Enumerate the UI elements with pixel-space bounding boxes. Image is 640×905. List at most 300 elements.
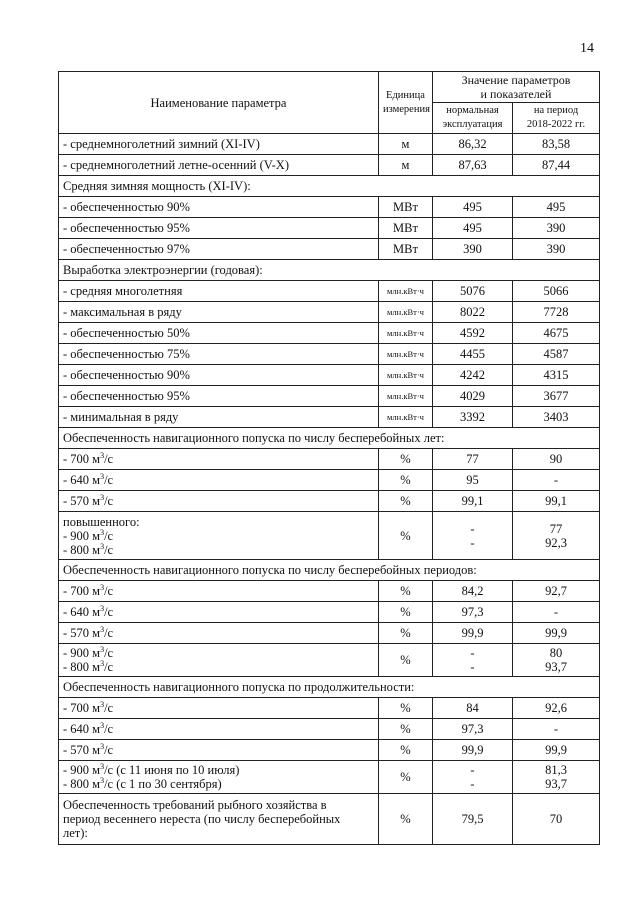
parameter-name-cell [59, 719, 379, 740]
period-value-cell [513, 512, 600, 560]
table-row [59, 602, 600, 623]
unit: % [400, 743, 411, 757]
unit-cell [379, 323, 433, 344]
period-value-cell [513, 602, 600, 623]
period-value-cell [513, 197, 600, 218]
normal-value: 95 [466, 473, 479, 487]
parameter-name: повышенного: [63, 514, 140, 529]
parameter-name: - обеспеченностью 95% [63, 389, 190, 403]
period-value: 99,9 [545, 626, 567, 640]
normal-value: 84 [466, 701, 479, 715]
table-row [59, 218, 600, 239]
table-row [59, 698, 600, 719]
period-value: 81,3 [545, 763, 567, 777]
parameter-name-cell [59, 491, 379, 512]
table-row [59, 761, 600, 794]
table-row [59, 719, 600, 740]
parameter-name-cell [59, 449, 379, 470]
parameter-name-cell [59, 155, 379, 176]
parameter-name: - минимальная в ряду [63, 410, 179, 424]
period-value: 7728 [543, 305, 569, 319]
table-row [59, 581, 600, 602]
parameter-line [63, 515, 374, 529]
parameter-name: - максимальная в ряду [63, 305, 182, 319]
section-title: Выработка электроэнергии (годовая): [63, 263, 263, 277]
header-unit-line1: Единица [386, 89, 425, 101]
parameter-name-cell [59, 218, 379, 239]
parameter-name: - 640 м [63, 722, 101, 736]
parameter-name-tail: /с [104, 473, 114, 487]
parameter-line [63, 763, 374, 777]
unit-cell [379, 302, 433, 323]
period-value: 495 [546, 200, 566, 214]
period-value: 92,3 [545, 535, 567, 550]
header-row [59, 72, 600, 103]
parameter-name: - 900 м [63, 528, 101, 543]
parameter-name-cell [59, 581, 379, 602]
parameter-name-cell [59, 794, 379, 845]
unit-cell [379, 602, 433, 623]
section-row [59, 560, 600, 581]
unit: % [400, 653, 411, 667]
normal-value-cell [433, 239, 513, 260]
table-row [59, 386, 600, 407]
unit-cell [379, 623, 433, 644]
parameter-name-tail: /с [104, 701, 114, 715]
parameter-name-tail: /с [104, 528, 114, 543]
unit: млн.кВт·ч [387, 370, 424, 380]
unit-cell [379, 197, 433, 218]
superscript: 3 [100, 603, 105, 613]
unit: м [401, 158, 410, 172]
normal-value-cell [433, 365, 513, 386]
normal-value: 4242 [460, 368, 485, 382]
superscript: 3 [100, 582, 105, 592]
table-row [59, 470, 600, 491]
parameter-name-cell [59, 470, 379, 491]
unit-cell [379, 281, 433, 302]
superscript: 3 [100, 720, 105, 730]
table-row [59, 323, 600, 344]
parameter-name-tail: /с [104, 626, 114, 640]
table-row [59, 407, 600, 428]
parameter-name-tail: /с (с 1 по 30 сентября) [104, 777, 222, 791]
section-title-cell [59, 560, 600, 581]
table-row [59, 302, 600, 323]
unit: % [400, 626, 411, 640]
normal-value-cell [433, 623, 513, 644]
normal-value-cell [433, 761, 513, 794]
unit-cell [379, 365, 433, 386]
period-value: 4587 [543, 347, 569, 361]
table-row [59, 794, 600, 845]
parameter-name-tail: /с [104, 605, 114, 619]
normal-value: - [470, 535, 475, 550]
table-row [59, 155, 600, 176]
normal-value-cell [433, 134, 513, 155]
period-value-cell [513, 794, 600, 845]
period-value-cell [513, 644, 600, 677]
parameter-name-tail: /с (с 11 июня по 10 июля) [104, 763, 240, 777]
period-value: 80 [549, 646, 563, 660]
superscript: 3 [100, 492, 105, 502]
header-values-line2: и показателей [480, 87, 552, 101]
table-row [59, 740, 600, 761]
superscript: 3 [100, 761, 105, 771]
parameter-name-tail: /с [104, 660, 114, 674]
normal-value-cell [433, 512, 513, 560]
parameter-name-cell [59, 239, 379, 260]
normal-value: 99,1 [461, 494, 484, 508]
period-value: 83,58 [541, 137, 571, 151]
period-value: 3403 [543, 410, 569, 424]
normal-value: 99,9 [461, 743, 484, 757]
unit-cell [379, 386, 433, 407]
normal-value: 5076 [460, 284, 485, 298]
parameter-name: - 570 м [63, 626, 101, 640]
parameter-name: - 700 м [63, 452, 101, 466]
normal-value-cell [433, 719, 513, 740]
normal-value: - [470, 763, 475, 777]
unit-cell [379, 581, 433, 602]
period-value-cell [513, 302, 600, 323]
parameter-line [63, 529, 374, 543]
section-title: Обеспеченность навигационного попуска по числу бесперебойных лет: [63, 431, 445, 445]
normal-value: 4455 [460, 347, 485, 361]
unit: % [400, 812, 411, 826]
section-title-cell [59, 677, 600, 698]
parameter-name-cell [59, 365, 379, 386]
parameter-name-cell [59, 644, 379, 677]
section-row [59, 176, 600, 197]
parameter-name: - 800 м [63, 542, 101, 557]
period-value-cell [513, 155, 600, 176]
period-value: - [553, 473, 559, 487]
unit: % [400, 473, 411, 487]
parameter-name: период весеннего нереста (по числу бесперебойных [63, 812, 341, 826]
section-row [59, 677, 600, 698]
normal-value: 84,2 [461, 584, 484, 598]
unit-cell [379, 407, 433, 428]
normal-value-cell [433, 602, 513, 623]
period-value-cell [513, 581, 600, 602]
period-value: 92,6 [545, 701, 567, 715]
unit-cell [379, 740, 433, 761]
superscript: 3 [100, 624, 105, 634]
period-value-cell [513, 761, 600, 794]
normal-value: 495 [463, 221, 482, 235]
parameter-name: лет): [63, 826, 88, 840]
normal-value: 97,3 [461, 722, 484, 736]
unit-cell [379, 719, 433, 740]
parameter-name-cell [59, 281, 379, 302]
parameter-name-cell [59, 134, 379, 155]
section-row [59, 428, 600, 449]
parameter-name-tail: /с [104, 542, 114, 557]
period-value-cell [513, 449, 600, 470]
header-normal-line1: нормальная [446, 105, 499, 116]
normal-value-cell [433, 155, 513, 176]
header-unit-line2: измерения [383, 103, 430, 115]
table-row [59, 281, 600, 302]
parameter-name: - 700 м [63, 584, 101, 598]
section-title: Средняя зимняя мощность (XI-IV): [63, 179, 251, 193]
normal-value-cell [433, 218, 513, 239]
normal-value: 4592 [460, 326, 485, 340]
period-value-cell [513, 344, 600, 365]
parameter-name: - обеспеченностью 90% [63, 200, 190, 214]
period-value-cell [513, 407, 600, 428]
normal-value: - [470, 660, 475, 674]
superscript: 3 [100, 471, 105, 481]
header-period-cell [513, 103, 600, 134]
superscript: 3 [100, 699, 105, 709]
parameter-name: - 800 м [63, 660, 101, 674]
normal-value: 99,9 [461, 626, 484, 640]
header-name-cell [59, 72, 379, 134]
parameter-name-tail: /с [104, 494, 114, 508]
unit: МВт [393, 200, 418, 214]
section-title-cell [59, 428, 600, 449]
unit-cell [379, 344, 433, 365]
normal-value: 97,3 [461, 605, 484, 619]
superscript: 3 [100, 775, 105, 785]
parameter-name-tail: /с [104, 722, 114, 736]
normal-value-cell [433, 281, 513, 302]
parameter-name: - 570 м [63, 743, 101, 757]
unit-cell [379, 644, 433, 677]
period-value: 90 [549, 452, 563, 466]
unit: млн.кВт·ч [387, 307, 424, 317]
period-value: 99,9 [545, 743, 567, 757]
unit: млн.кВт·ч [387, 412, 424, 422]
unit: % [400, 701, 411, 715]
header-normal-cell [433, 103, 513, 134]
unit-cell [379, 761, 433, 794]
parameter-name: - 900 м [63, 763, 101, 777]
parameter-name: - 700 м [63, 701, 101, 715]
header-period-line2: 2018-2022 гг. [526, 119, 586, 130]
normal-value: 4029 [460, 389, 485, 403]
superscript: 3 [100, 644, 105, 654]
period-value: 390 [546, 242, 566, 256]
parameter-name-tail: /с [104, 452, 114, 466]
normal-value: 79,5 [461, 812, 484, 826]
period-value-cell [513, 470, 600, 491]
normal-value: - [470, 521, 475, 536]
unit: млн.кВт·ч [387, 391, 424, 401]
table-row [59, 512, 600, 560]
parameter-name-cell [59, 740, 379, 761]
normal-value-cell [433, 197, 513, 218]
parameter-name-tail: /с [104, 646, 114, 660]
normal-value-cell [433, 794, 513, 845]
unit: % [400, 605, 411, 619]
normal-value-cell [433, 386, 513, 407]
period-value: 4675 [543, 326, 569, 340]
period-value: 99,1 [545, 494, 567, 508]
page-number: 14 [580, 41, 594, 56]
normal-value-cell [433, 581, 513, 602]
unit-cell [379, 794, 433, 845]
normal-value: 77 [466, 452, 479, 466]
table-row [59, 344, 600, 365]
parameter-name: - среднемноголетний зимний (XI-IV) [63, 137, 260, 151]
period-value: - [553, 722, 559, 736]
table-row [59, 491, 600, 512]
section-title-cell [59, 260, 600, 281]
period-value-cell [513, 623, 600, 644]
normal-value-cell [433, 491, 513, 512]
parameter-name: - обеспеченностью 95% [63, 221, 190, 235]
header-values-line1: Значение параметров [461, 73, 571, 87]
unit-cell [379, 134, 433, 155]
parameter-name: - обеспеченностью 97% [63, 242, 190, 256]
period-value: 93,7 [545, 660, 567, 674]
header-values-cell [433, 72, 600, 103]
header-name: Наименование параметра [150, 95, 287, 110]
unit-cell [379, 470, 433, 491]
normal-value: 390 [463, 242, 482, 256]
unit: МВт [393, 221, 418, 235]
period-value: 70 [549, 812, 563, 826]
parameter-name: Обеспеченность требований рыбного хозяйства в [63, 798, 327, 812]
parameter-name: - 570 м [63, 494, 101, 508]
period-value-cell [513, 491, 600, 512]
normal-value: 8022 [460, 305, 485, 319]
normal-value-cell [433, 302, 513, 323]
parameter-name: - 640 м [63, 605, 101, 619]
unit: млн.кВт·ч [387, 286, 424, 296]
table-row [59, 197, 600, 218]
unit-cell [379, 449, 433, 470]
parameter-line [63, 826, 374, 840]
period-value-cell [513, 281, 600, 302]
period-value-cell [513, 239, 600, 260]
unit-cell [379, 155, 433, 176]
parameter-line [63, 798, 374, 812]
parameter-name-cell [59, 386, 379, 407]
parameter-name: - обеспеченностью 75% [63, 347, 190, 361]
normal-value-cell [433, 407, 513, 428]
period-value: 3677 [543, 389, 569, 403]
period-value-cell [513, 719, 600, 740]
section-title-cell [59, 176, 600, 197]
parameter-line [63, 777, 374, 791]
unit-cell [379, 512, 433, 560]
parameter-name-cell [59, 302, 379, 323]
period-value: 390 [546, 221, 566, 235]
parameter-name: - обеспеченностью 90% [63, 368, 190, 382]
parameter-name-cell [59, 698, 379, 719]
unit: м [401, 137, 410, 151]
unit: % [400, 452, 411, 466]
superscript: 3 [100, 658, 105, 668]
period-value-cell [513, 323, 600, 344]
normal-value-cell [433, 323, 513, 344]
parameter-line [63, 646, 374, 660]
parameter-name-cell [59, 602, 379, 623]
unit: МВт [393, 242, 418, 256]
period-value-cell [513, 218, 600, 239]
parameter-name-cell [59, 344, 379, 365]
normal-value: 87,63 [458, 158, 487, 172]
period-value: 77 [549, 521, 563, 536]
parameters-table [58, 71, 600, 845]
unit: % [400, 770, 411, 784]
unit-cell [379, 491, 433, 512]
unit: млн.кВт·ч [387, 349, 424, 359]
unit: % [400, 494, 411, 508]
unit: % [400, 722, 411, 736]
table-row [59, 449, 600, 470]
normal-value-cell [433, 698, 513, 719]
unit-cell [379, 218, 433, 239]
normal-value: - [470, 777, 475, 791]
parameter-name: - обеспеченностью 50% [63, 326, 190, 340]
superscript: 3 [100, 527, 105, 537]
parameter-name: - 640 м [63, 473, 101, 487]
normal-value-cell [433, 344, 513, 365]
period-value-cell [513, 365, 600, 386]
parameter-line [63, 543, 374, 557]
period-value: 4315 [543, 368, 569, 382]
parameter-name-tail: /с [104, 584, 114, 598]
superscript: 3 [100, 741, 105, 751]
period-value: 87,44 [541, 158, 571, 172]
parameter-name: - среднемноголетний летне-осенний (V-X) [63, 158, 289, 172]
unit: % [400, 528, 411, 543]
table-row [59, 134, 600, 155]
parameter-name-cell [59, 197, 379, 218]
parameter-name-cell [59, 407, 379, 428]
period-value: 5066 [543, 284, 569, 298]
table-row [59, 623, 600, 644]
period-value: 92,7 [545, 584, 567, 598]
normal-value: 3392 [460, 410, 485, 424]
section-title: Обеспеченность навигационного попуска по продолжительности: [63, 680, 415, 694]
parameter-name: - 900 м [63, 646, 101, 660]
normal-value-cell [433, 644, 513, 677]
normal-value: 495 [463, 200, 482, 214]
parameter-line [63, 812, 374, 826]
period-value: 93,7 [545, 777, 567, 791]
normal-value-cell [433, 449, 513, 470]
parameter-name: - средняя многолетняя [63, 284, 183, 298]
table-row [59, 239, 600, 260]
parameter-name-cell [59, 512, 379, 560]
parameter-name-cell [59, 761, 379, 794]
period-value: - [553, 605, 559, 619]
parameter-name-cell [59, 323, 379, 344]
superscript: 3 [100, 450, 105, 460]
normal-value: 86,32 [458, 137, 487, 151]
unit: млн.кВт·ч [387, 328, 424, 338]
period-value-cell [513, 134, 600, 155]
parameter-name: - 800 м [63, 777, 101, 791]
unit-cell [379, 239, 433, 260]
section-row [59, 260, 600, 281]
period-value-cell [513, 386, 600, 407]
parameter-line [63, 660, 374, 674]
superscript: 3 [100, 541, 105, 551]
period-value-cell [513, 698, 600, 719]
unit: % [400, 584, 411, 598]
section-title: Обеспеченность навигационного попуска по числу бесперебойных периодов: [63, 563, 477, 577]
normal-value-cell [433, 470, 513, 491]
period-value-cell [513, 740, 600, 761]
normal-value-cell [433, 740, 513, 761]
